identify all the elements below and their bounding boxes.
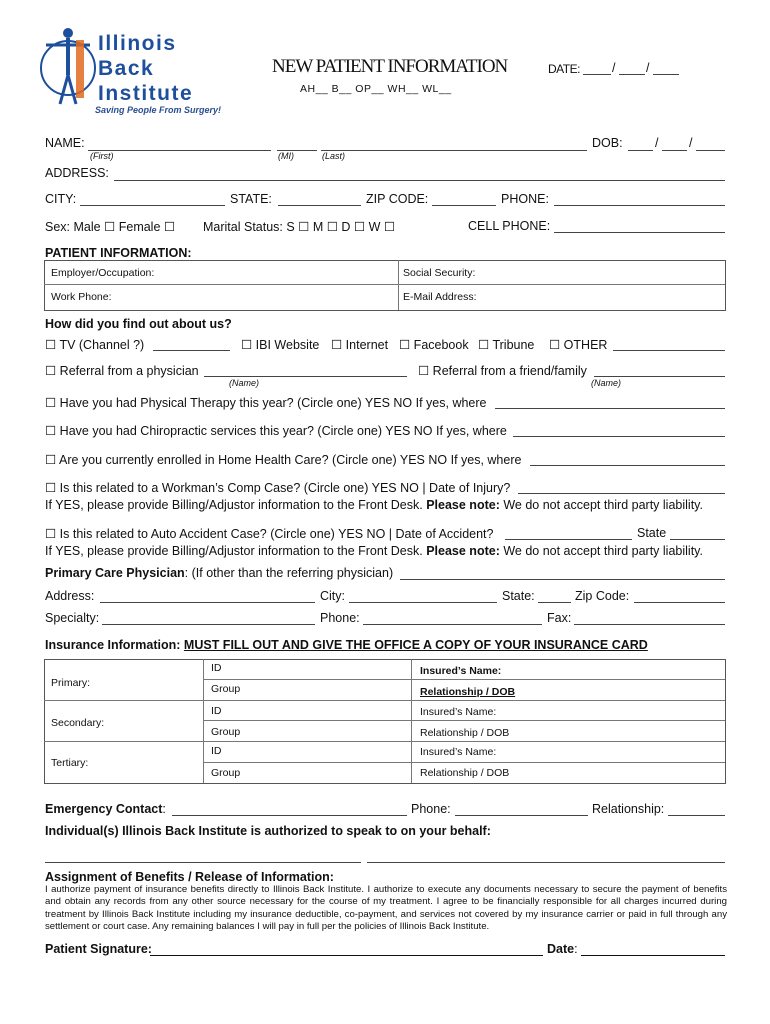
- dob-label: DOB:: [592, 136, 623, 150]
- insured-name-primary[interactable]: Insured’s Name:: [420, 665, 502, 677]
- sex-options[interactable]: Sex: Male ☐ Female ☐: [45, 220, 176, 234]
- name-label: NAME:: [45, 136, 85, 150]
- page-title: NEW PATIENT INFORMATION: [272, 56, 508, 77]
- last-name-field[interactable]: [321, 150, 587, 151]
- emergency-relationship-label: Relationship:: [592, 802, 665, 816]
- accident-state-field[interactable]: [670, 539, 725, 540]
- signature-date-colon: :: [574, 942, 578, 956]
- pcp-phone-label: Phone:: [320, 611, 360, 625]
- state-label: STATE:: [230, 192, 272, 206]
- date-sep: /: [646, 61, 650, 75]
- insurance-heading: [45, 638, 648, 652]
- ssn-field[interactable]: Social Security:: [403, 267, 476, 279]
- signature-date-row: [547, 942, 578, 956]
- city-label: CITY:: [45, 192, 77, 206]
- date-day-field[interactable]: [619, 74, 645, 75]
- pcp-specialty-field[interactable]: [102, 624, 315, 625]
- pcp-fax-field[interactable]: [574, 624, 725, 625]
- tv-option[interactable]: ☐ TV (Channel ?): [45, 338, 145, 352]
- mi-caption: (MI): [278, 151, 294, 161]
- facebook-option[interactable]: ☐ Facebook: [399, 338, 469, 352]
- insurance-type-tertiary: Tertiary:: [51, 757, 89, 769]
- pcp-state-field[interactable]: [538, 602, 571, 603]
- address-label: ADDRESS:: [45, 166, 109, 180]
- auto-accident-question[interactable]: ☐ Is this related to Auto Accident Case? (Circle one) YES NO | Date of Accident?: [45, 527, 494, 541]
- patient-info-title: PATIENT INFORMATION:: [45, 246, 192, 260]
- pcp-row: [45, 566, 393, 580]
- signature-row: [45, 942, 152, 956]
- pcp-zip-label: Zip Code:: [575, 589, 630, 603]
- tv-channel-field[interactable]: [153, 350, 230, 351]
- referral-question: How did you find out about us?: [45, 317, 232, 331]
- phone-field[interactable]: [554, 205, 725, 206]
- emergency-phone-field[interactable]: [455, 815, 588, 816]
- assignment-text: I authorize payment of insurance benefits directly to Illinois Back Institute. I authorize to execute any documents necessary to secure the payment of benefits and obtain any records from any other source necessary for the course of my treatment. I agree to be financially responsible for all charges incurred during treatment by Illinois Back Institute including my insurance deductible, co-payment, and services not covered by my insurance carrier or paid in full through any settlement or court case. Any remaining balances I will pay in full per the policies of Illinois Back Institute.: [45, 884, 727, 932]
- vitruvian-figure-icon: [40, 20, 100, 110]
- home-health-question[interactable]: ☐ Are you currently enrolled in Home Health Care? (Circle one) YES NO If yes, where: [45, 453, 522, 467]
- insurance-type-primary: Primary:: [51, 677, 91, 689]
- authorized-person-1-field[interactable]: [45, 862, 361, 863]
- physician-referral-option[interactable]: ☐ Referral from a physician: [45, 364, 199, 378]
- billing-text: If YES, please provide Billing/Adjustor information to the Front Desk.: [45, 498, 427, 512]
- dob-sep: /: [655, 136, 659, 150]
- insurance-table: [44, 659, 726, 784]
- insurance-id-secondary[interactable]: ID: [211, 705, 222, 717]
- first-name-field[interactable]: [88, 150, 271, 151]
- pcp-label: Primary Care Physician: [45, 566, 185, 580]
- date-sep: /: [612, 61, 616, 75]
- insurance-id-primary[interactable]: ID: [211, 662, 222, 674]
- signature-date-field[interactable]: [581, 955, 725, 956]
- insurance-type-secondary: Secondary:: [51, 717, 105, 729]
- other-field[interactable]: [613, 350, 725, 351]
- relationship-primary[interactable]: Relationship / DOB: [420, 686, 516, 698]
- state-field[interactable]: [278, 205, 361, 206]
- insurance-warning: MUST FILL OUT AND GIVE THE OFFICE A COPY OF YOUR INSURANCE CARD: [183, 638, 648, 652]
- pcp-address-label: Address:: [45, 589, 95, 603]
- pcp-city-field[interactable]: [349, 602, 497, 603]
- address-field[interactable]: [114, 180, 725, 181]
- emergency-label: Emergency Contact: [45, 802, 163, 816]
- billing-note-label: Please note:: [426, 544, 500, 558]
- insurance-group-primary[interactable]: Group: [211, 683, 241, 695]
- authorized-persons-label: Individual(s) Illinois Back Institute is authorized to speak to on your behalf:: [45, 824, 491, 838]
- marital-status-options[interactable]: Marital Status: S ☐ M ☐ D ☐ W ☐: [203, 220, 396, 234]
- billing-text-end: We do not accept third party liability.: [499, 544, 703, 558]
- friend-referral-option[interactable]: ☐ Referral from a friend/family: [418, 364, 587, 378]
- emergency-colon: :: [162, 802, 166, 816]
- logo-tagline: Saving People From Surgery!: [95, 105, 222, 115]
- dob-month-field[interactable]: [628, 150, 653, 151]
- pcp-fax-label: Fax:: [547, 611, 572, 625]
- injury-date-field[interactable]: [518, 493, 725, 494]
- employer-field[interactable]: Employer/Occupation:: [51, 267, 155, 279]
- logo: [40, 20, 225, 115]
- friend-name-caption: (Name): [591, 378, 622, 388]
- internet-option[interactable]: ☐ Internet: [331, 338, 389, 352]
- emergency-phone-label: Phone:: [411, 802, 451, 816]
- date-label: DATE:: [548, 62, 580, 76]
- billing-text-end: We do not accept third party liability.: [499, 498, 703, 512]
- physician-name-caption: (Name): [229, 378, 260, 388]
- logo-line-2: Back: [98, 57, 155, 80]
- email-field[interactable]: E-Mail Address:: [403, 291, 477, 303]
- chiropractic-question[interactable]: ☐ Have you had Chiropractic services this year? (Circle one) YES NO If yes, where: [45, 424, 507, 438]
- pcp-suffix: : (If other than the referring physician): [184, 566, 394, 580]
- cell-phone-label: CELL PHONE:: [468, 219, 551, 233]
- other-option[interactable]: ☐ OTHER: [549, 338, 608, 352]
- tribune-option[interactable]: ☐ Tribune: [478, 338, 535, 352]
- physician-name-field[interactable]: [204, 376, 407, 377]
- signature-label: Patient Signature: [45, 942, 148, 956]
- dob-sep: /: [689, 136, 693, 150]
- billing-note-2: [45, 544, 703, 558]
- logo-line-1: Illinois: [98, 32, 177, 55]
- insured-name-secondary[interactable]: Insured’s Name:: [420, 706, 497, 718]
- authorized-person-2-field[interactable]: [367, 862, 725, 863]
- billing-note-1: [45, 498, 703, 512]
- signature-field[interactable]: [150, 955, 543, 956]
- pcp-state-label: State:: [502, 589, 535, 603]
- chiro-where-field[interactable]: [513, 436, 725, 437]
- date-year-field[interactable]: [653, 74, 679, 75]
- signature-date-label: Date: [547, 942, 575, 956]
- work-phone-field[interactable]: Work Phone:: [51, 291, 112, 303]
- relationship-secondary[interactable]: Relationship / DOB: [420, 727, 510, 739]
- billing-text: If YES, please provide Billing/Adjustor information to the Front Desk.: [45, 544, 427, 558]
- emergency-relationship-field[interactable]: [668, 815, 725, 816]
- pcp-phone-field[interactable]: [363, 624, 542, 625]
- pcp-city-label: City:: [320, 589, 345, 603]
- dob-year-field[interactable]: [696, 150, 725, 151]
- friend-name-field[interactable]: [594, 376, 725, 377]
- first-caption: (First): [90, 151, 114, 161]
- phone-label: PHONE:: [501, 192, 549, 206]
- accident-date-field[interactable]: [505, 539, 632, 540]
- assignment-title: Assignment of Benefits / Release of Information:: [45, 870, 334, 884]
- insurance-id-tertiary[interactable]: ID: [211, 745, 222, 757]
- billing-note-label: Please note:: [426, 498, 500, 512]
- logo-line-3: Institute: [98, 82, 194, 105]
- insurance-group-tertiary[interactable]: Group: [211, 767, 241, 779]
- home-where-field[interactable]: [530, 465, 725, 466]
- insurance-group-secondary[interactable]: Group: [211, 726, 241, 738]
- zip-field[interactable]: [432, 205, 496, 206]
- pcp-name-field[interactable]: [400, 579, 725, 580]
- zip-label: ZIP CODE:: [366, 192, 429, 206]
- insurance-label: Insurance Information:: [45, 638, 181, 652]
- dob-day-field[interactable]: [662, 150, 687, 151]
- insured-name-tertiary[interactable]: Insured’s Name:: [420, 746, 497, 758]
- relationship-tertiary[interactable]: Relationship / DOB: [420, 767, 510, 779]
- pcp-specialty-label: Specialty:: [45, 611, 100, 625]
- ibi-website-option[interactable]: ☐ IBI Website: [241, 338, 320, 352]
- signature-colon: :: [147, 942, 152, 956]
- emergency-row: [45, 802, 166, 816]
- city-field[interactable]: [80, 205, 225, 206]
- pt-where-field[interactable]: [495, 408, 725, 409]
- pcp-zip-field[interactable]: [634, 602, 725, 603]
- date-month-field[interactable]: [583, 74, 611, 75]
- pcp-address-field[interactable]: [100, 602, 315, 603]
- workmans-comp-question[interactable]: ☐ Is this related to a Workman’s Comp Case? (Circle one) YES NO | Date of Injury?: [45, 481, 511, 495]
- accident-state-label: State: [637, 526, 667, 540]
- office-codes: AH__ B__ OP__ WH__ WL__: [300, 83, 452, 95]
- emergency-name-field[interactable]: [172, 815, 407, 816]
- physical-therapy-question[interactable]: ☐ Have you had Physical Therapy this year? (Circle one) YES NO If yes, where: [45, 396, 487, 410]
- cell-phone-field[interactable]: [554, 232, 725, 233]
- last-caption: (Last): [322, 151, 346, 161]
